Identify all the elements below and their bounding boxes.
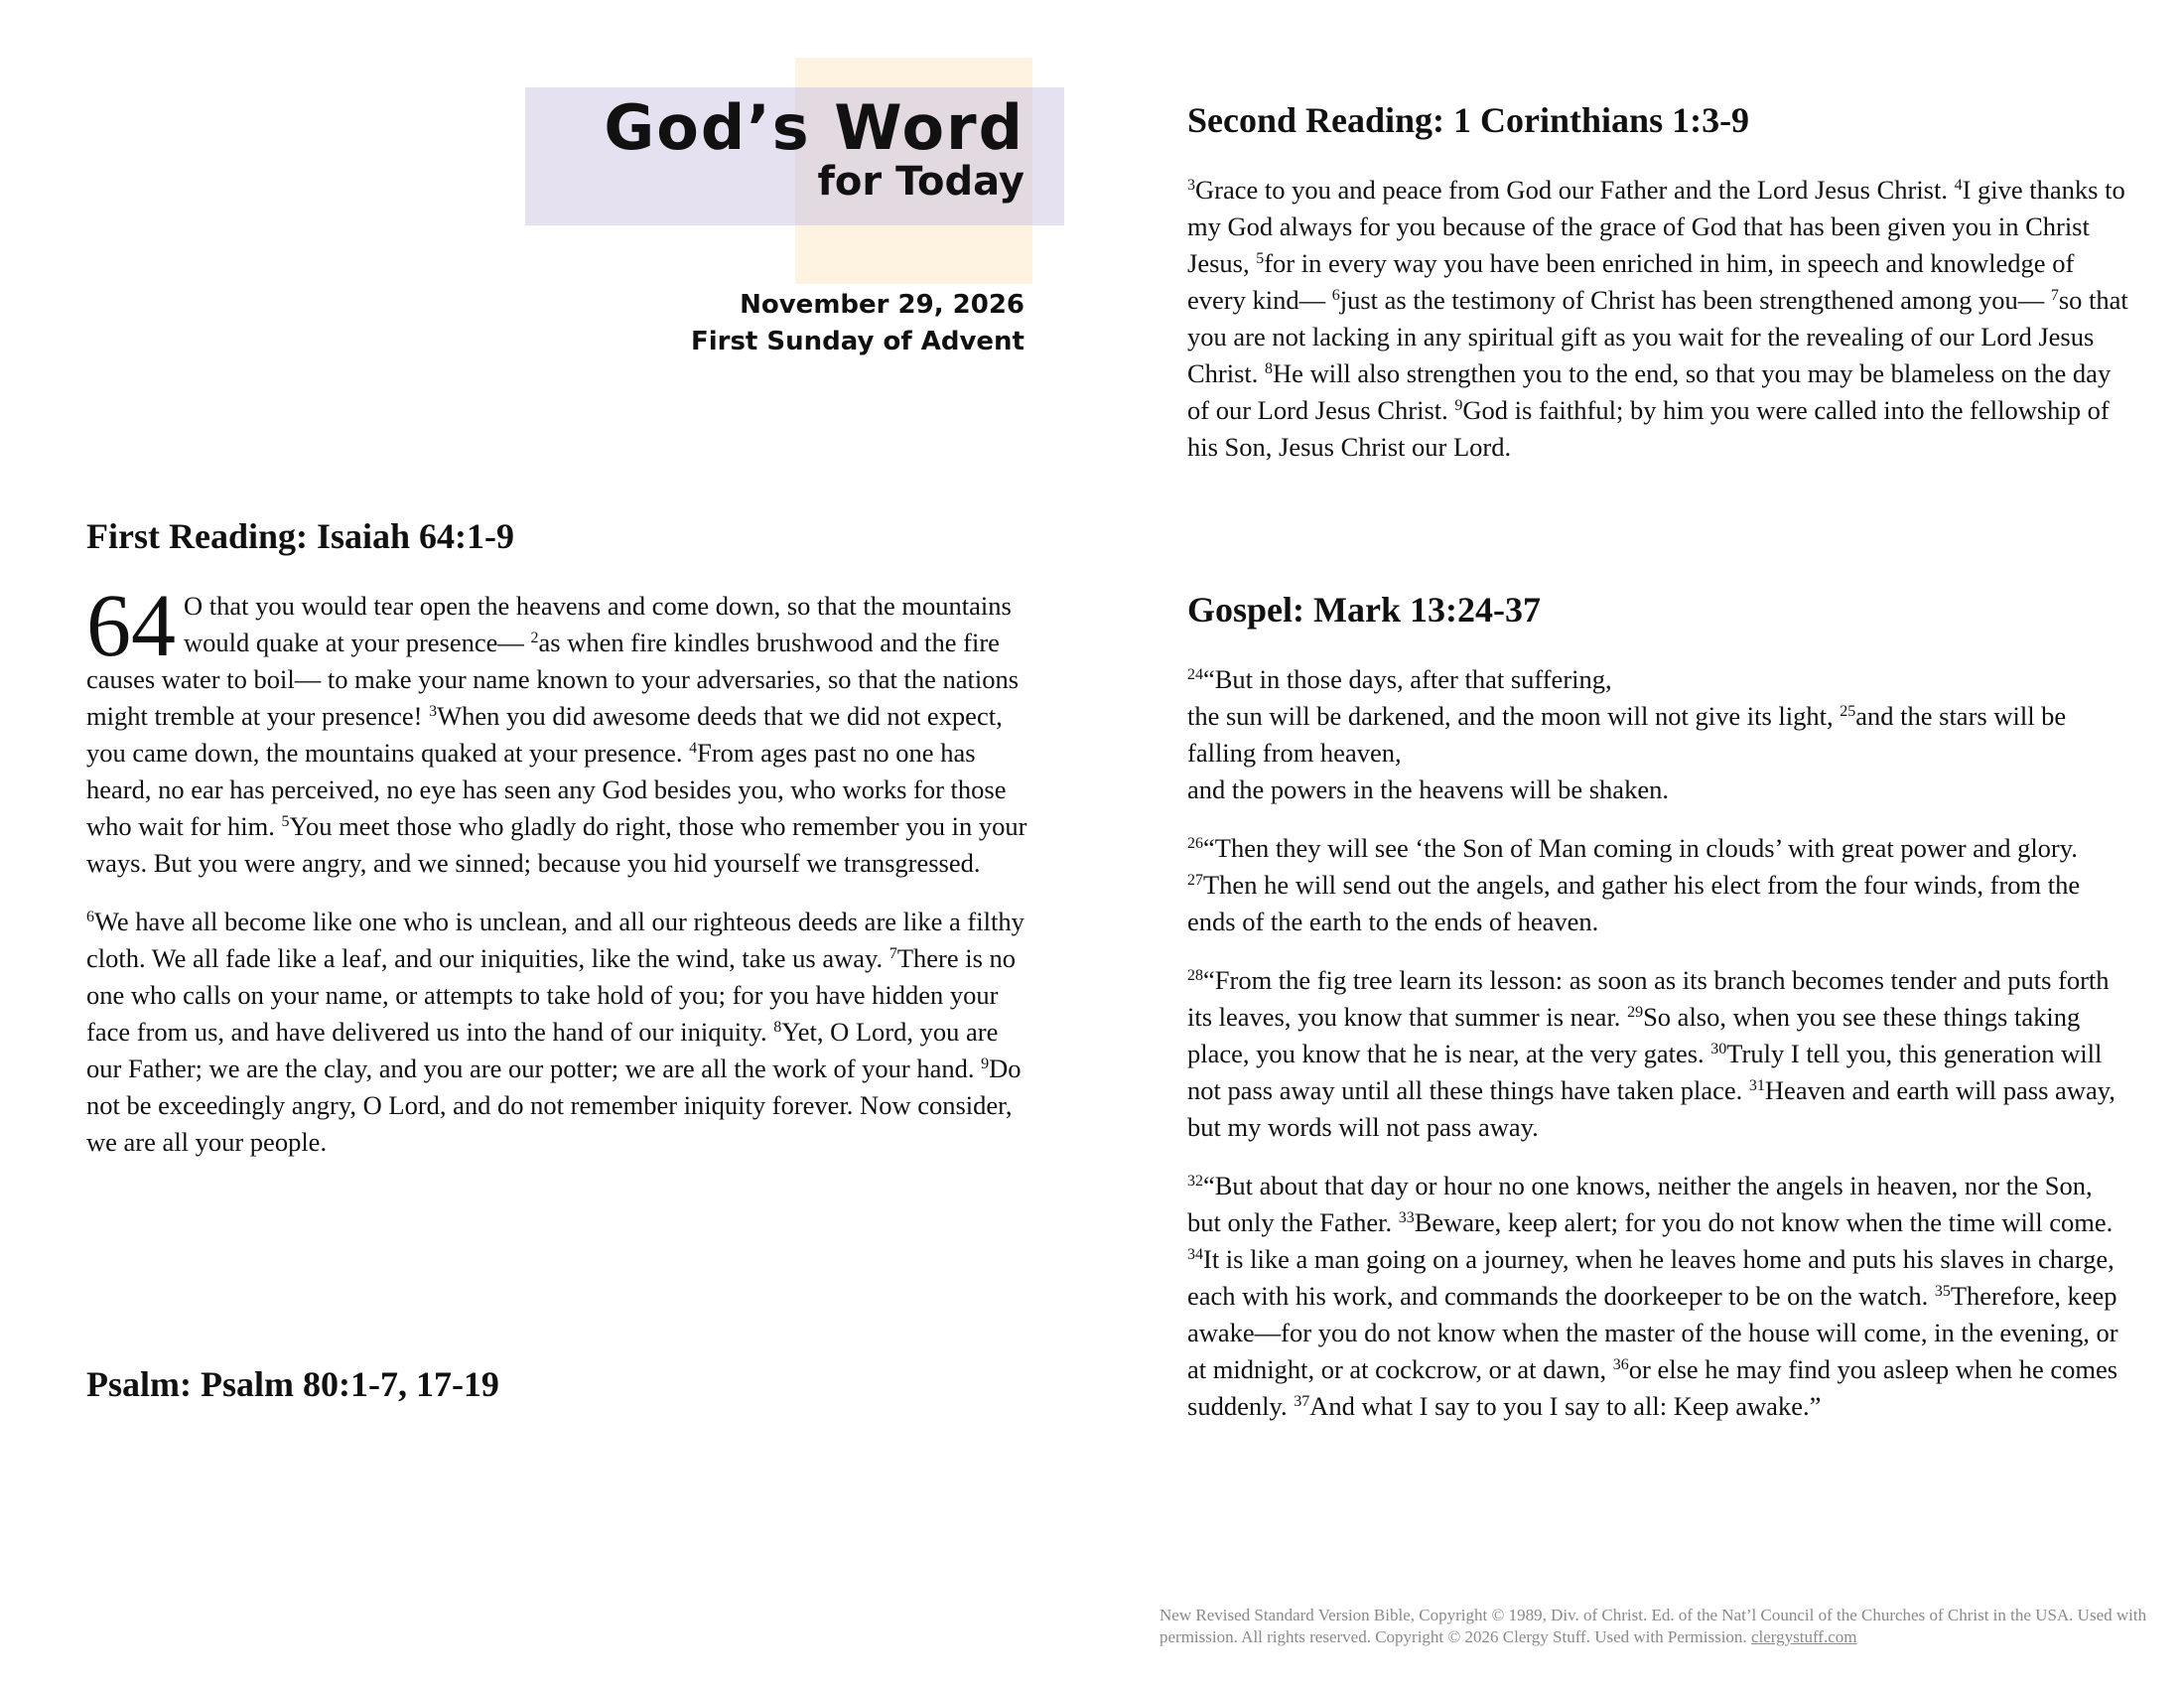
masthead-title: God’s Word [604,91,1024,164]
liturgical-day: First Sunday of Advent [690,327,1024,356]
verse-number: 6 [86,909,94,925]
first-reading-section [86,514,1039,1161]
gospel-heading: Gospel: Mark 13:24-37 [1187,590,1541,630]
verse-number: 25 [1840,703,1856,720]
verse-number: 31 [1748,1077,1765,1094]
verse-text: God is faithful; by him you were called into the fellowship of his Son, Jesus Christ our Lord. [1187,395,2110,462]
second-reading-heading: Second Reading: 1 Corinthians 1:3-9 [1187,100,1750,140]
verse-number: 9 [981,1055,990,1072]
verse-text: O that you would tear open the heavens and come down, so that the mountains would quake at your presence— [184,591,1012,657]
masthead-subtitle: for Today [817,159,1024,205]
verse-text: as when fire kindles brushwood and the fire causes water to boil— to make your name known to your adversaries, so that the nations might tremble at your presence! [86,628,1020,731]
verse-text: You meet those who gladly do right, those who remember you in your ways. But you were angry, and we sinned; because you hid yourself we transgressed. [86,811,1027,878]
verse-number: 33 [1398,1209,1415,1226]
verse-number: 3 [1187,177,1195,194]
verse-number: 4 [689,740,698,757]
verse-text: so that you are not lacking in any spiritual gift as you wait for the revealing of our Lord Jesus Christ. [1187,285,2128,388]
verse-text: He will also strengthen you to the end, so that you may be blameless on the day of our Lord Jesus Christ. [1187,358,2112,425]
verse-text: and the stars will be falling from heaven, [1187,701,2067,768]
verse-text: Beware, keep alert; for you do not know when the time will come. [1414,1207,2114,1237]
verse-number: 36 [1612,1356,1629,1373]
verse-text: And what I say to you I say to all: Keep awake.” [1309,1391,1822,1421]
verse-text: “From the fig tree learn its lesson: as soon as its branch becomes tender and puts forth its leaves, you know that summer is near. [1187,965,2110,1032]
verse-number: 28 [1187,967,1203,984]
gospel-paragraph-3 [1187,962,2130,1146]
chapter-dropcap: 64 [86,577,176,675]
verse-text: I give thanks to my God always for you because of the grace of God that has been given you in Christ Jesus, [1187,175,2125,278]
verse-text: Yet, O Lord, you are our Father; we are the clay, and you are our potter; we are all the work of your hand. [86,1017,999,1083]
first-reading-heading: First Reading: Isaiah 64:1-9 [86,516,514,556]
verse-text: Then he will send out the angels, and gather his elect from the four winds, from the ends of the earth to the ends of heaven. [1187,870,2081,936]
verse-text: When you did awesome deeds that we did not expect, you came down, the mountains quaked at your presence. [86,701,1003,768]
verse-text: Therefore, keep awake—for you do not know when the master of the house will come, in the evening, or at midnight, or at cockcrow, or at dawn, [1187,1281,2118,1384]
gospel-section [1187,588,2130,1425]
gospel-paragraph-4 [1187,1168,2130,1425]
verse-text: the sun will be darkened, and the moon will not give its light, [1187,701,1841,731]
verse-text: Truly I tell you, this generation will not pass away until all these things have taken place. [1187,1039,2103,1105]
verse-number: 5 [1256,250,1265,267]
verse-number: 3 [429,703,438,720]
second-reading-section [1187,98,2130,466]
verse-number: 7 [888,945,897,962]
verse-number: 8 [1265,360,1274,377]
verse-number: 8 [773,1019,782,1036]
verse-number: 26 [1187,835,1203,852]
clergystuff-link[interactable]: clergystuff.com [1750,1627,1857,1646]
verse-text: “But about that day or hour no one knows, neither the angels in heaven, nor the Son, but only the Father. [1187,1171,2093,1237]
verse-number: 9 [1454,397,1463,414]
verse-text: We have all become like one who is unclean, and all our righteous deeds are like a filthy cloth. We all fade like a leaf, and our iniquities, like the wind, take us away. [86,907,1024,973]
verse-text: “But in those days, after that suffering, [1203,664,1612,694]
verse-text: There is no one who calls on your name, or attempts to take hold of you; for you have hidden your face from us, and have delivered us into the hand of our iniquity. [86,943,1017,1047]
copyright-text: New Revised Standard Version Bible, Copyright © 1989, Div. of Christ. Ed. of the Nat’l Council of the Churches of Christ in the USA. Used with permission. All rights reserved. Copyright © 2026 Clergy Stuff. Used with Permission. [1160,1606,2147,1646]
verse-text: Grace to you and peace from God our Father and the Lord Jesus Christ. [1195,175,1955,205]
first-reading-paragraph-1 [86,577,1039,882]
gospel-paragraph-2 [1187,830,2130,940]
verse-number: 32 [1187,1173,1203,1190]
verse-text: Do not be exceedingly angry, O Lord, and do not remember iniquity forever. Now consider, we are all your people. [86,1054,1022,1157]
service-date: November 29, 2026 [740,290,1024,320]
verse-text: It is like a man going on a journey, when he leaves home and puts his slaves in charge, each with his work, and commands the doorkeeper to be on the watch. [1187,1244,2115,1311]
verse-number: 34 [1187,1246,1203,1263]
verse-number: 2 [530,630,539,646]
gospel-paragraph-1 [1187,661,2130,808]
verse-text: From ages past no one has heard, no ear has perceived, no eye has seen any God besides you, who works for those who wait for him. [86,738,1007,841]
verse-text: “Then they will see ‘the Son of Man coming in clouds’ with great power and glory. [1203,833,2078,863]
first-reading-paragraph-2 [86,904,1039,1161]
verse-number: 24 [1187,666,1203,683]
verse-number: 5 [281,813,290,830]
verse-text: or else he may find you asleep when he comes suddenly. [1187,1354,2118,1421]
verse-number: 27 [1187,872,1203,889]
verse-number: 37 [1294,1393,1310,1410]
second-reading-paragraph [1187,172,2130,466]
verse-number: 35 [1934,1283,1951,1300]
verse-text: for in every way you have been enriched in him, in speech and knowledge of every kind— [1187,248,2075,315]
verse-text: So also, when you see these things taking place, you know that he is near, at the very gates. [1187,1002,2081,1068]
verse-text: just as the testimony of Christ has been strengthened among you— [1339,285,2051,315]
verse-text: Heaven and earth will pass away, but my words will not pass away. [1187,1075,2116,1142]
verse-number: 30 [1710,1041,1727,1057]
verse-number: 29 [1627,1004,1644,1021]
verse-number: 4 [1954,177,1963,194]
verse-number: 6 [1331,287,1340,304]
verse-text: and the powers in the heavens will be shaken. [1187,774,1669,804]
psalm-heading: Psalm: Psalm 80:1-7, 17-19 [86,1364,499,1404]
psalm-section [86,1362,1039,1406]
copyright-footer [1160,1605,2152,1648]
verse-number: 7 [2050,287,2059,304]
